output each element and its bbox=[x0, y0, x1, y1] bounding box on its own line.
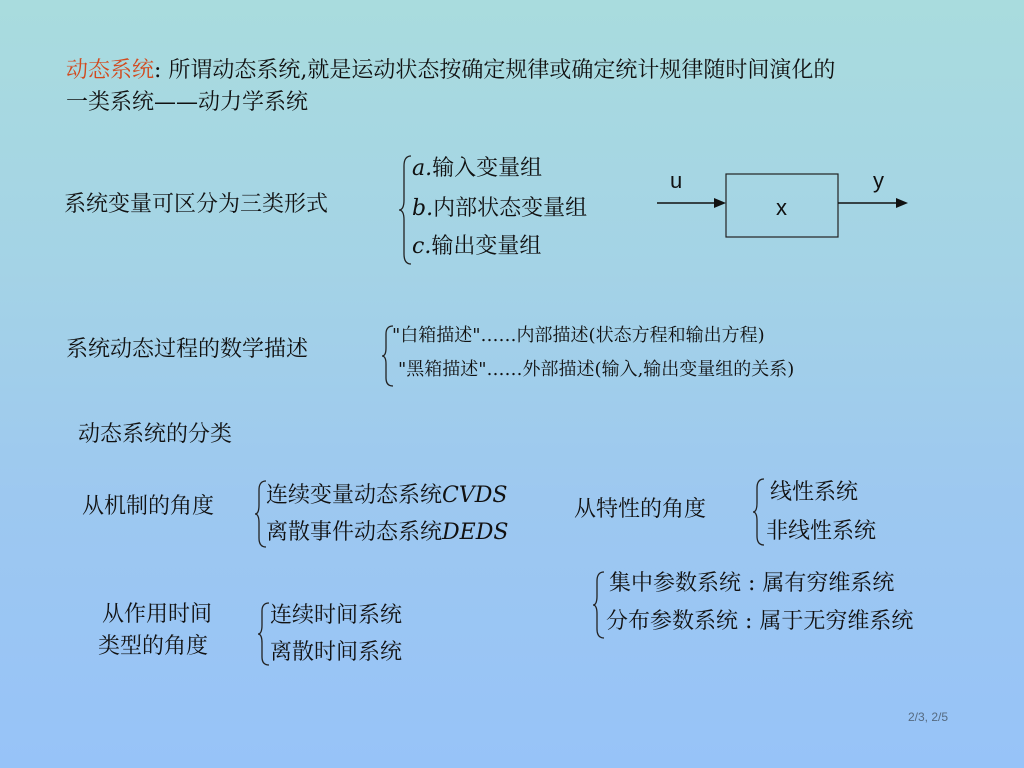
page-number: 2/3, 2/5 bbox=[908, 710, 949, 724]
variable-text-c: 输出变量组 bbox=[431, 234, 542, 259]
property-label: 从特性的角度 bbox=[574, 497, 707, 522]
mechanism-abbr-cvds: CVDS bbox=[442, 483, 508, 508]
input-arrow-head bbox=[714, 198, 726, 208]
variable-text-b: 内部状态变量组 bbox=[433, 196, 588, 221]
input-label: u bbox=[670, 168, 683, 193]
definition-term: 动态系统 bbox=[66, 58, 155, 83]
state-label: x bbox=[776, 195, 787, 220]
variables-label: 系统变量可区分为三类形式 bbox=[64, 192, 329, 217]
mechanism-item-cvds bbox=[266, 481, 507, 511]
definition-text-1: 所谓动态系统,就是运动状态按确定规律或确定统计规律随时间演化的 bbox=[161, 58, 836, 83]
variable-letter-a: a. bbox=[412, 156, 433, 181]
property-item-linear: 线性系统 bbox=[770, 480, 859, 505]
variable-text-a: 输入变量组 bbox=[432, 156, 543, 181]
mechanism-item-deds bbox=[266, 518, 508, 548]
definition-line-1 bbox=[66, 56, 835, 86]
black-box-description: "黑箱描述"……外部描述(输入,输出变量组的关系) bbox=[398, 359, 795, 380]
classification-title: 动态系统的分类 bbox=[78, 422, 233, 447]
time-item-discrete: 离散时间系统 bbox=[270, 640, 403, 665]
variable-item-b bbox=[412, 194, 587, 224]
variable-item-a bbox=[412, 154, 542, 184]
mechanism-text-cvds: 连续变量动态系统 bbox=[266, 483, 443, 508]
variable-letter-b: b. bbox=[412, 196, 434, 221]
time-brace bbox=[257, 601, 271, 667]
parameter-item-distributed: 分布参数系统 : 属于无穷维系统 bbox=[606, 609, 914, 634]
variable-letter-c: c. bbox=[412, 234, 432, 259]
time-label-line-2: 类型的角度 bbox=[98, 634, 209, 659]
white-box-description: "白箱描述"……内部描述(状态方程和输出方程) bbox=[392, 325, 765, 346]
parameter-brace bbox=[592, 570, 606, 640]
time-label-line-1: 从作用时间 bbox=[102, 602, 213, 627]
parameter-item-lumped: 集中参数系统 : 属有穷维系统 bbox=[609, 571, 895, 596]
variable-item-c bbox=[412, 232, 541, 262]
output-label: y bbox=[873, 168, 884, 193]
property-item-nonlinear: 非线性系统 bbox=[766, 519, 877, 544]
output-arrow-head bbox=[896, 198, 908, 208]
mechanism-text-deds: 离散事件动态系统 bbox=[266, 520, 443, 545]
property-brace bbox=[752, 477, 766, 547]
definition-colon: : bbox=[154, 58, 162, 83]
definition-line-2: 一类系统——动力学系统 bbox=[66, 90, 309, 115]
math-label: 系统动态过程的数学描述 bbox=[66, 337, 309, 362]
time-item-continuous: 连续时间系统 bbox=[270, 603, 403, 628]
mechanism-label: 从机制的角度 bbox=[82, 494, 215, 519]
mechanism-abbr-deds: DEDS bbox=[442, 520, 509, 545]
